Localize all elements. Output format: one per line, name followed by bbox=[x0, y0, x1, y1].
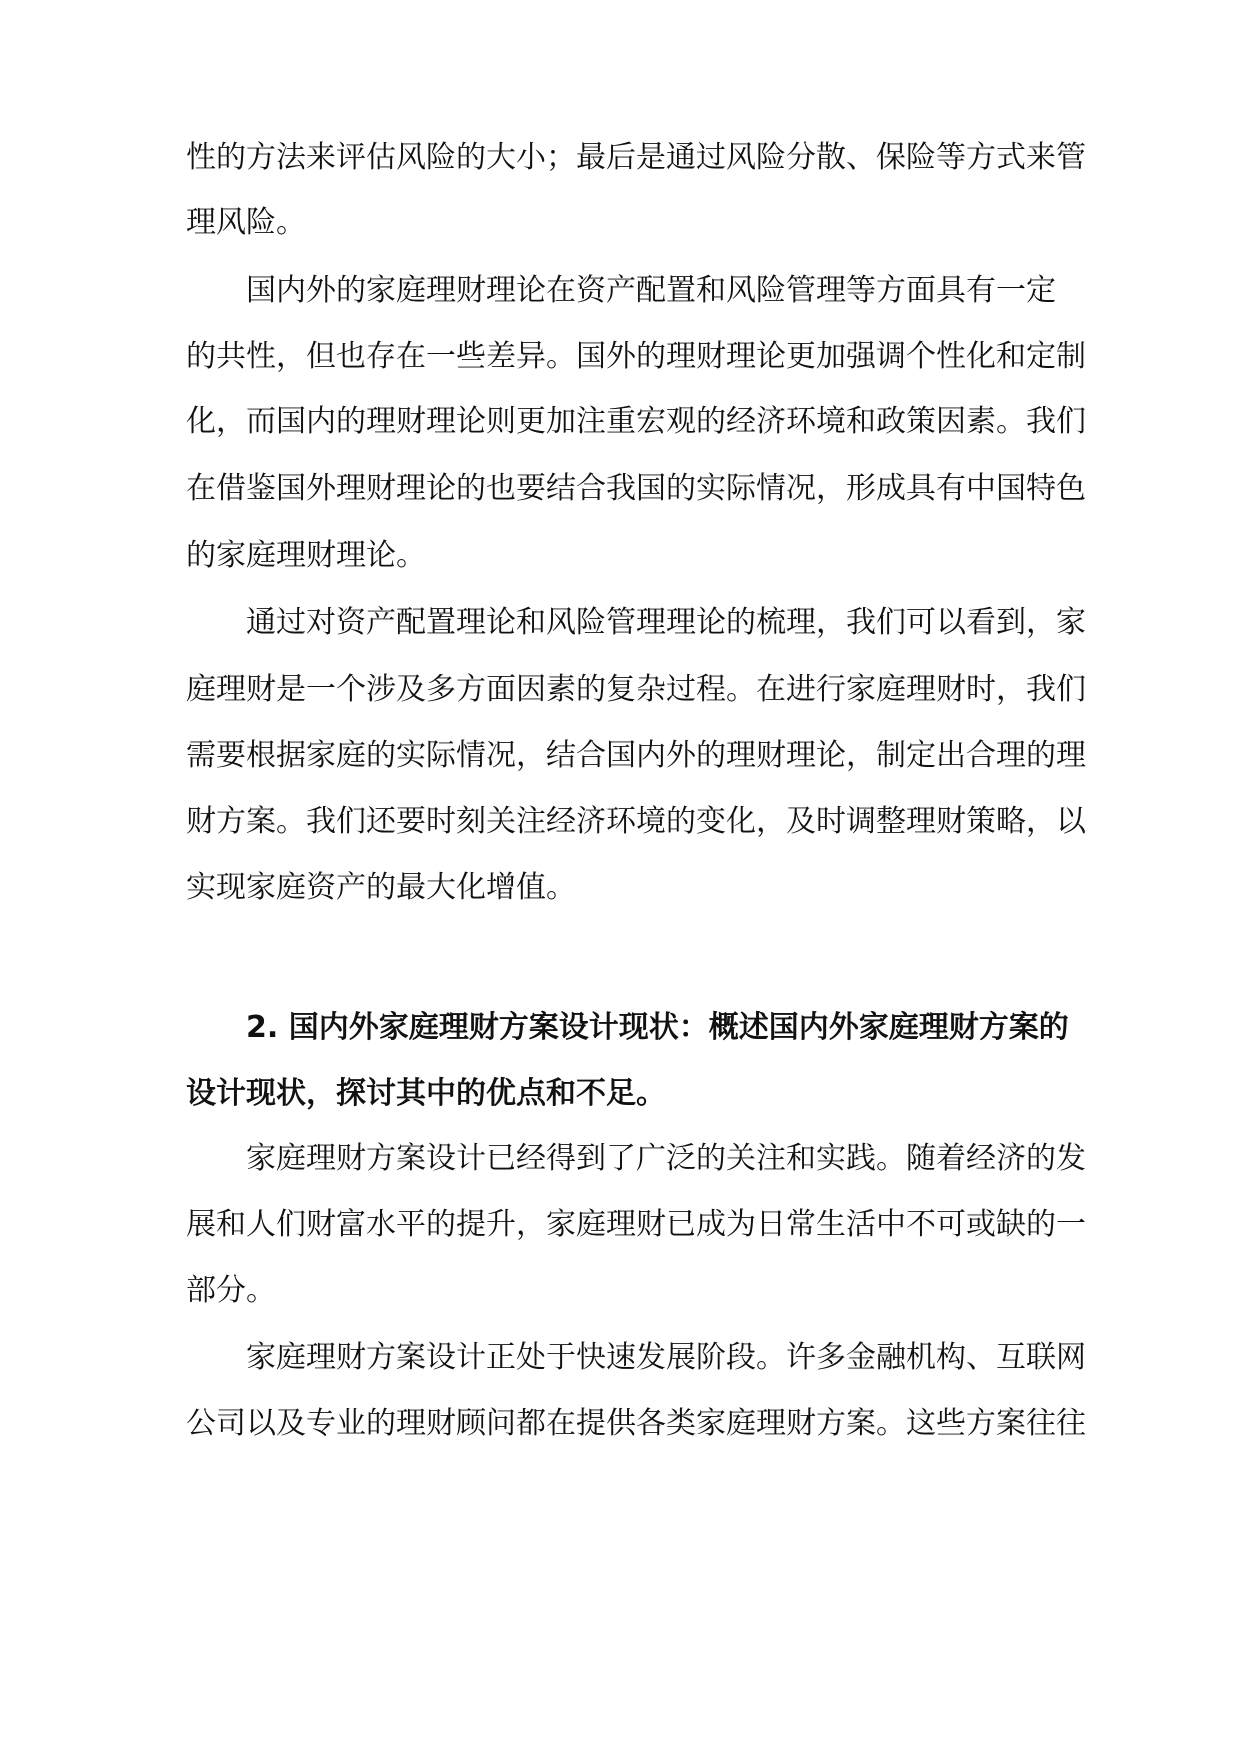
paragraph-line: 家庭理财方案设计正处于快速发展阶段。许多金融机构、互联网 bbox=[246, 1340, 1086, 1375]
paragraph-line: 化，而国内的理财理论则更加注重宏观的经济环境和政策因素。我们 bbox=[186, 404, 1086, 439]
paragraph-line: 性的方法来评估风险的大小；最后是通过风险分散、保险等方式来管 bbox=[186, 140, 1086, 175]
paragraph-line: 通过对资产配置理论和风险管理理论的梳理，我们可以看到，家 bbox=[246, 605, 1086, 640]
paragraph-line: 家庭理财方案设计已经得到了广泛的关注和实践。随着经济的发 bbox=[246, 1141, 1086, 1176]
paragraph-line: 庭理财是一个涉及多方面因素的复杂过程。在进行家庭理财时，我们 bbox=[186, 672, 1086, 707]
paragraph-line: 需要根据家庭的实际情况，结合国内外的理财理论，制定出合理的理 bbox=[186, 738, 1086, 773]
paragraph-line: 公司以及专业的理财顾问都在提供各类家庭理财方案。这些方案往往 bbox=[186, 1406, 1086, 1441]
paragraph-line: 理风险。 bbox=[186, 205, 306, 240]
paragraph-line: 在借鉴国外理财理论的也要结合我国的实际情况，形成具有中国特色 bbox=[186, 471, 1086, 506]
paragraph-line: 实现家庭资产的最大化增值。 bbox=[186, 870, 576, 905]
section-heading: 设计现状，探讨其中的优点和不足。 bbox=[186, 1076, 666, 1111]
section-heading: 2. 国内外家庭理财方案设计现状：概述国内外家庭理财方案的 bbox=[246, 1010, 1069, 1045]
paragraph-line: 国内外的家庭理财理论在资产配置和风险管理等方面具有一定 bbox=[246, 273, 1056, 308]
paragraph-line: 财方案。我们还要时刻关注经济环境的变化，及时调整理财策略，以 bbox=[186, 804, 1086, 839]
paragraph-line: 的家庭理财理论。 bbox=[186, 538, 426, 573]
paragraph-line: 展和人们财富水平的提升，家庭理财已成为日常生活中不可或缺的一 bbox=[186, 1207, 1086, 1242]
paragraph-line: 的共性，但也存在一些差异。国外的理财理论更加强调个性化和定制 bbox=[186, 339, 1086, 374]
paragraph-line: 部分。 bbox=[186, 1273, 276, 1308]
